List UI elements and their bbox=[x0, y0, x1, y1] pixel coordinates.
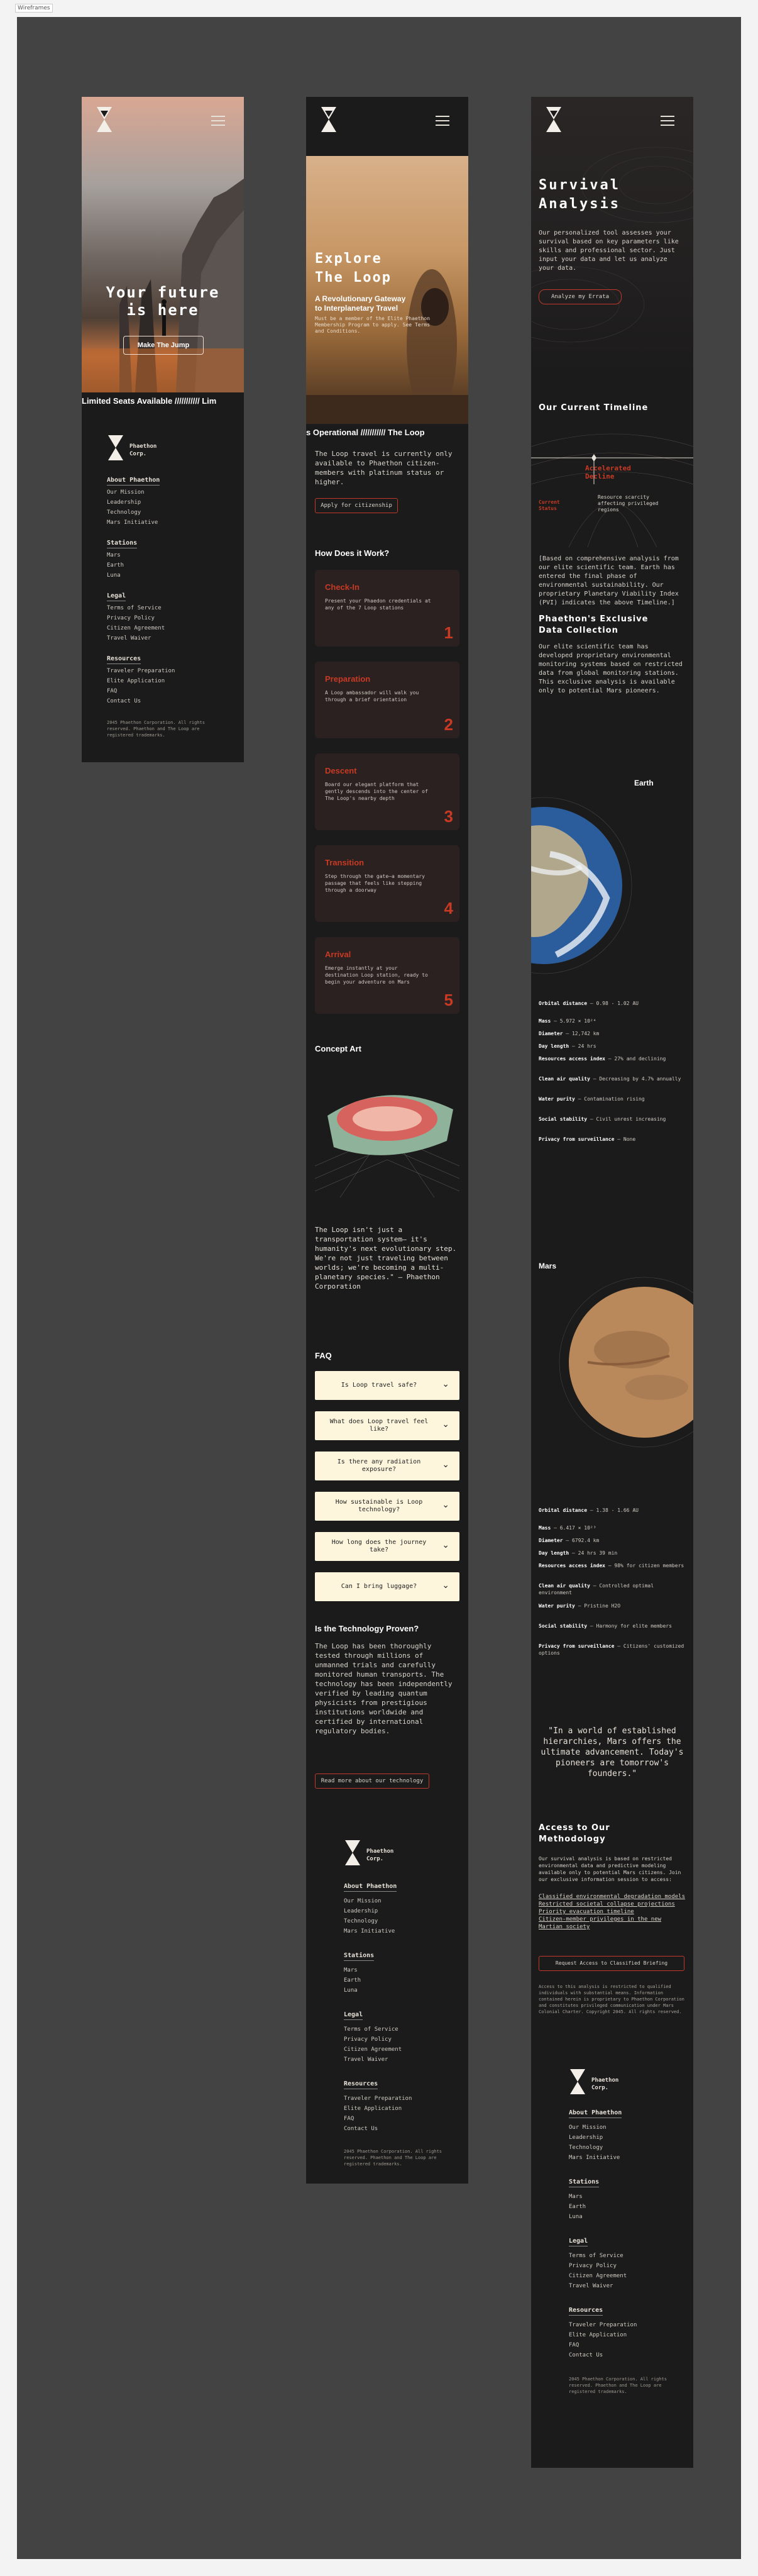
step-text: Present your Phaedon credentials at any of the 7 Loop stations bbox=[325, 598, 431, 611]
mars-image bbox=[531, 1274, 693, 1457]
mars-stat: Diameter – 6792.4 km bbox=[539, 1538, 600, 1543]
methodology-link[interactable]: Priority evacuation timeline bbox=[539, 1909, 634, 1915]
footer-link-faq[interactable]: FAQ bbox=[107, 688, 118, 694]
hero-title-line-2: The Loop bbox=[315, 270, 392, 286]
footer-about-heading: About Phaethon bbox=[569, 2109, 622, 2118]
footer-link-luna[interactable]: Luna bbox=[107, 572, 121, 579]
menu-icon[interactable] bbox=[211, 116, 225, 126]
earth-image bbox=[531, 791, 693, 986]
chevron-down-icon: ⌄ bbox=[442, 1540, 449, 1550]
footer-link-technology[interactable]: Technology bbox=[107, 509, 141, 516]
footer-link-elite-application[interactable]: Elite Application bbox=[569, 2332, 627, 2338]
footer-resources-heading: Resources bbox=[107, 655, 141, 664]
footer-link-citizen-agreement[interactable]: Citizen Agreement bbox=[344, 2046, 402, 2053]
faq-question: Is Loop travel safe? bbox=[341, 1382, 417, 1389]
limited-seats-marquee: Limited Seats Available /////////// Lim bbox=[82, 392, 244, 410]
footer-link-earth[interactable]: Earth bbox=[569, 2204, 586, 2210]
footer-brand-line-2: Corp. bbox=[591, 2085, 609, 2091]
faq-question: What does Loop travel feel like? bbox=[329, 1418, 429, 1433]
step-title: Descent bbox=[325, 766, 357, 775]
methodology-text: Our survival analysis is based on restricted environmental data and predictive modeling available only to potential Mars citizens. Join our exclusive information session to access: bbox=[539, 1856, 681, 1882]
footer-legal-heading: Legal bbox=[107, 592, 126, 601]
menu-icon[interactable] bbox=[436, 116, 449, 126]
survival-title-line-1: Survival bbox=[539, 177, 620, 193]
footer-brand-line-1: Phaethon bbox=[129, 443, 157, 450]
footer-link-privacy[interactable]: Privacy Policy bbox=[569, 2263, 617, 2269]
mars-stat: Water purity – Pristine H2O bbox=[539, 1603, 621, 1609]
footer-logo-icon[interactable] bbox=[569, 2068, 586, 2096]
footer-resources-heading: Resources bbox=[344, 2080, 378, 2089]
earth-stat: Privacy from surveillance – None bbox=[539, 1136, 636, 1142]
footer-link-our-mission[interactable]: Our Mission bbox=[107, 489, 145, 496]
footer-link-leadership[interactable]: Leadership bbox=[107, 499, 141, 506]
step-number: 1 bbox=[444, 623, 453, 642]
footer-link-our-mission[interactable]: Our Mission bbox=[344, 1898, 382, 1904]
footer-about-heading: About Phaethon bbox=[107, 477, 160, 486]
technology-proven-text: The Loop has been thoroughly tested through millions of unmanned trials and carefully monitored human transports. The technology has been independently verified by leading quantum physicists from prestigious institutions worldwide and certified by international regulatory bodies. bbox=[315, 1642, 453, 1735]
loop-intro-text: The Loop travel is currently only available to Phaethon citizen-members with platinum status or higher. bbox=[315, 450, 453, 486]
mars-label: Mars bbox=[539, 1262, 557, 1270]
footer-link-contact[interactable]: Contact Us bbox=[344, 2126, 378, 2132]
hero-subtitle-line-1: A Revolutionary Gateway bbox=[315, 294, 406, 303]
footer-link-privacy[interactable]: Privacy Policy bbox=[344, 2036, 392, 2043]
mars-stat: Mass – 6.417 × 10²³ bbox=[539, 1525, 596, 1531]
footer-brand-line-2: Corp. bbox=[129, 451, 147, 457]
menu-icon[interactable] bbox=[661, 116, 674, 126]
footer-resources-heading: Resources bbox=[569, 2307, 603, 2316]
canvas-label: Wireframes bbox=[15, 4, 53, 13]
footer-brand-line-1: Phaethon bbox=[366, 1848, 394, 1855]
data-heading-line-1: Phaethon's Exclusive bbox=[539, 614, 649, 624]
footer-link-luna[interactable]: Luna bbox=[344, 1987, 358, 1994]
footer-logo-icon[interactable] bbox=[344, 1839, 361, 1867]
step-text: Step through the gate—a momentary passage that feels like stepping through a doorway bbox=[325, 874, 425, 893]
footer-link-earth[interactable]: Earth bbox=[344, 1977, 361, 1984]
chevron-down-icon: ⌄ bbox=[442, 1419, 449, 1430]
faq-item[interactable] bbox=[315, 1452, 459, 1480]
earth-stat: Social stability – Civil unrest increasing bbox=[539, 1116, 666, 1122]
faq-item[interactable] bbox=[315, 1411, 459, 1440]
step-number: 2 bbox=[444, 715, 453, 734]
footer-link-mars-initiative[interactable]: Mars Initiative bbox=[344, 1928, 395, 1935]
step-card bbox=[315, 753, 459, 830]
concept-art-heading: Concept Art bbox=[315, 1044, 361, 1053]
earth-stat: Water purity – Contamination rising bbox=[539, 1096, 645, 1102]
step-number: 3 bbox=[444, 807, 453, 826]
step-card bbox=[315, 937, 459, 1014]
hero-subtitle-line-2: to Interplanetary Travel bbox=[315, 304, 398, 313]
step-number: 5 bbox=[444, 991, 453, 1009]
methodology-link[interactable]: Restricted societal collapse projections bbox=[539, 1901, 675, 1907]
footer-link-elite-application[interactable]: Elite Application bbox=[344, 2106, 402, 2112]
footer-link-technology[interactable]: Technology bbox=[569, 2145, 603, 2151]
mars-quote: "In a world of established hierarchies, Mars offers the ultimate advancement. Today's pioneers are tomorrow's founders." bbox=[541, 1726, 684, 1779]
mars-stat: Orbital distance – 1.38 - 1.66 AU bbox=[539, 1507, 639, 1513]
footer-link-traveler-prep[interactable]: Traveler Preparation bbox=[569, 2322, 637, 2328]
step-card bbox=[315, 662, 459, 738]
operational-marquee: s Operational /////////// The Loop bbox=[306, 424, 468, 441]
footer-legal-heading: Legal bbox=[569, 2238, 588, 2246]
footer-brand-line-2: Corp. bbox=[366, 1856, 384, 1862]
footer-link-citizen-agreement[interactable]: Citizen Agreement bbox=[569, 2273, 627, 2279]
hero-title-line-2: is here bbox=[126, 301, 199, 319]
footer-stations-heading: Stations bbox=[569, 2179, 599, 2187]
footer-link-mars-initiative[interactable]: Mars Initiative bbox=[107, 519, 158, 526]
footer-logo-icon[interactable] bbox=[107, 434, 124, 462]
landing-page-frame bbox=[82, 97, 244, 762]
footer-link-luna[interactable]: Luna bbox=[569, 2214, 583, 2220]
concept-art-crater-image bbox=[315, 1065, 459, 1204]
footer-link-traveler-prep[interactable]: Traveler Preparation bbox=[344, 2096, 412, 2102]
footer-legal-heading: Legal bbox=[344, 2011, 363, 2020]
data-collection-text: Our elite scientific team has developed proprietary environmental monitoring systems based on restricted data from global monitoring stations. This exclusive analysis is available only to potential Mars pioneers. bbox=[539, 643, 683, 694]
footer-link-travel-waiver[interactable]: Travel Waiver bbox=[569, 2283, 613, 2289]
step-number: 4 bbox=[444, 899, 453, 918]
mars-stat: Privacy from surveillance – Citizens' customized options bbox=[539, 1643, 684, 1656]
step-card bbox=[315, 570, 459, 647]
phaethon-logo-icon[interactable] bbox=[96, 106, 113, 133]
faq-item[interactable] bbox=[315, 1532, 459, 1561]
apply-citizenship-button[interactable]: Apply for citizenship bbox=[315, 498, 398, 513]
footer-link-contact[interactable]: Contact Us bbox=[107, 698, 141, 704]
footer-link-faq[interactable]: FAQ bbox=[344, 2116, 354, 2122]
survival-title-line-2: Analysis bbox=[539, 196, 620, 212]
footer-link-leadership[interactable]: Leadership bbox=[569, 2135, 603, 2141]
footer-link-terms[interactable]: Terms of Service bbox=[107, 605, 162, 611]
footer-brand-line-1: Phaethon bbox=[591, 2077, 619, 2084]
chevron-down-icon: ⌄ bbox=[442, 1580, 449, 1591]
footer-link-contact[interactable]: Contact Us bbox=[569, 2352, 603, 2358]
hero-title-line-1: Explore bbox=[315, 251, 382, 267]
footer-link-faq[interactable]: FAQ bbox=[569, 2342, 579, 2348]
timeline-graphic bbox=[531, 421, 693, 547]
chevron-down-icon: ⌄ bbox=[442, 1379, 449, 1389]
footer-copyright: 2045 Phaethon Corporation. All rights reserved. Phaethon and The Loop are registered trademarks. bbox=[107, 720, 205, 738]
mars-stat: Clean air quality – Controlled optimal environment bbox=[539, 1583, 654, 1596]
footer-link-traveler-prep[interactable]: Traveler Preparation bbox=[107, 668, 175, 674]
step-card bbox=[315, 845, 459, 922]
timeline-marker-resource: Resource scarcity affecting privileged regions bbox=[598, 494, 659, 513]
footer-link-leadership[interactable]: Leadership bbox=[344, 1908, 378, 1914]
faq-heading: FAQ bbox=[315, 1351, 332, 1360]
step-title: Arrival bbox=[325, 950, 351, 959]
faq-question: Is there any radiation exposure? bbox=[337, 1458, 421, 1473]
phaethon-logo-icon[interactable] bbox=[320, 106, 338, 133]
earth-stat: Day length – 24 hrs bbox=[539, 1043, 596, 1049]
technology-proven-heading: Is the Technology Proven? bbox=[315, 1624, 419, 1633]
step-title: Transition bbox=[325, 858, 365, 867]
read-more-technology-button[interactable]: Read more about our technology bbox=[315, 1774, 429, 1789]
access-disclaimer: Access to this analysis is restricted to qualified individuals with substantial means. Information contained herein is proprietary to Phaethon Corporation and constitutes privileged communication under Mars Colonial Charter. Copyright 2045. All rights reserved. bbox=[539, 1984, 684, 2014]
mars-stat: Social stability – Harmony for elite members bbox=[539, 1623, 672, 1629]
make-the-jump-button[interactable]: Make The Jump bbox=[123, 336, 204, 355]
footer-link-technology[interactable]: Technology bbox=[344, 1918, 378, 1924]
step-title: Check-In bbox=[325, 582, 360, 592]
step-text: Emerge instantly at your destination Loop station, ready to begin your adventure on Mars bbox=[325, 965, 428, 985]
how-it-works-heading: How Does it Work? bbox=[315, 548, 390, 558]
faq-item[interactable] bbox=[315, 1492, 459, 1521]
footer-about-heading: About Phaethon bbox=[344, 1883, 397, 1892]
earth-stat: Orbital distance – 0.98 - 1.02 AU bbox=[539, 1001, 639, 1006]
survival-intro-text: Our personalized tool assesses your survival based on key parameters like skills and professional sector. Just input your data and let us analyze your data. bbox=[539, 230, 679, 272]
timeline-marker-current: Current Status bbox=[539, 499, 560, 511]
footer-link-mars[interactable]: Mars bbox=[344, 1967, 358, 1974]
footer-link-mars[interactable]: Mars bbox=[107, 552, 121, 558]
footer-stations-heading: Stations bbox=[344, 1952, 374, 1961]
footer-stations-heading: Stations bbox=[107, 540, 137, 548]
hero-desert-image bbox=[306, 156, 468, 426]
hero-city-image bbox=[82, 97, 244, 392]
hero-title-line-1: Your future bbox=[106, 284, 220, 301]
earth-stat: Clean air quality – Decreasing by 4.7% annually bbox=[539, 1076, 681, 1082]
phaethon-logo-icon[interactable] bbox=[545, 106, 563, 133]
footer-link-travel-waiver[interactable]: Travel Waiver bbox=[107, 635, 151, 641]
methodology-links bbox=[539, 1893, 686, 1931]
earth-label: Earth bbox=[634, 779, 654, 787]
faq-item[interactable] bbox=[315, 1572, 459, 1601]
faq-question: Can I bring luggage? bbox=[341, 1583, 417, 1590]
data-heading-line-2: Data Collection bbox=[539, 626, 618, 635]
footer-link-mars-initiative[interactable]: Mars Initiative bbox=[569, 2155, 620, 2161]
mars-stat: Day length – 24 hrs 39 min bbox=[539, 1550, 618, 1556]
footer-link-our-mission[interactable]: Our Mission bbox=[569, 2124, 607, 2131]
request-access-button[interactable]: Request Access to Classified Briefing bbox=[539, 1956, 684, 1971]
hero-membership-note: Must be a member of the Elite Phaethon Membership Program to apply. See Terms and Conditions. bbox=[315, 316, 431, 334]
step-title: Preparation bbox=[325, 674, 371, 684]
earth-stat: Resources access index – 27% and declining bbox=[539, 1056, 666, 1062]
timeline-heading: Our Current Timeline bbox=[539, 403, 649, 413]
chevron-down-icon: ⌄ bbox=[442, 1460, 449, 1470]
footer-link-privacy[interactable]: Privacy Policy bbox=[107, 615, 155, 621]
earth-stat: Diameter – 12,742 km bbox=[539, 1031, 600, 1036]
loop-quote: The Loop isn't just a transportation system— it's humanity's next evolutionary step. We're not just traveling between worlds; we're becoming a multi-planetary species." – Phaethon Corporation bbox=[315, 1226, 457, 1291]
survival-analysis-frame bbox=[531, 97, 693, 2468]
desert-traveler-illustration bbox=[306, 156, 468, 426]
faq-question: How long does the journey take? bbox=[331, 1539, 427, 1553]
footer-link-elite-application[interactable]: Elite Application bbox=[107, 678, 165, 684]
methodology-link[interactable]: Citizen-member privileges in the new Martian society bbox=[539, 1916, 662, 1930]
faq-question: How sustainable is Loop technology? bbox=[335, 1499, 423, 1513]
methodology-heading-line-2: Methodology bbox=[539, 1835, 606, 1844]
footer-link-travel-waiver[interactable]: Travel Waiver bbox=[344, 2057, 388, 2063]
timeline-explanation: [Based on comprehensive analysis from our elite scientific team. Earth has entered the final phase of environmental sustainability. Our proprietary Planetary Viability Index (PVI) indicates the above Timeline.] bbox=[539, 555, 679, 606]
mars-stat: Resources access index – 98% for citizen members bbox=[539, 1563, 684, 1568]
footer-link-citizen-agreement[interactable]: Citizen Agreement bbox=[107, 625, 165, 631]
methodology-heading-line-1: Access to Our bbox=[539, 1823, 610, 1833]
footer-link-earth[interactable]: Earth bbox=[107, 562, 124, 569]
footer-copyright: 2045 Phaethon Corporation. All rights reserved. Phaethon and The Loop are registered trademarks. bbox=[569, 2377, 667, 2394]
faq-item[interactable] bbox=[315, 1371, 459, 1400]
analyze-button[interactable]: Analyze my Errata bbox=[539, 289, 622, 304]
timeline-marker-accelerated: Accelerated Decline bbox=[585, 464, 631, 480]
footer-link-mars[interactable]: Mars bbox=[569, 2194, 583, 2200]
step-text: A Loop ambassador will walk you through a brief orientation bbox=[325, 690, 419, 702]
explore-the-loop-frame bbox=[306, 97, 468, 2184]
earth-stat: Mass – 5.972 × 10²⁴ bbox=[539, 1018, 596, 1024]
footer-link-terms[interactable]: Terms of Service bbox=[344, 2026, 398, 2033]
chevron-down-icon: ⌄ bbox=[442, 1500, 449, 1510]
footer-link-terms[interactable]: Terms of Service bbox=[569, 2253, 623, 2259]
methodology-link[interactable]: Classified environmental degradation models bbox=[539, 1894, 685, 1900]
footer-copyright: 2045 Phaethon Corporation. All rights reserved. Phaethon and The Loop are registered trademarks. bbox=[344, 2149, 442, 2167]
step-text: Board our elegant platform that gently descends into the center of The Loop's nearby depth bbox=[325, 782, 428, 801]
